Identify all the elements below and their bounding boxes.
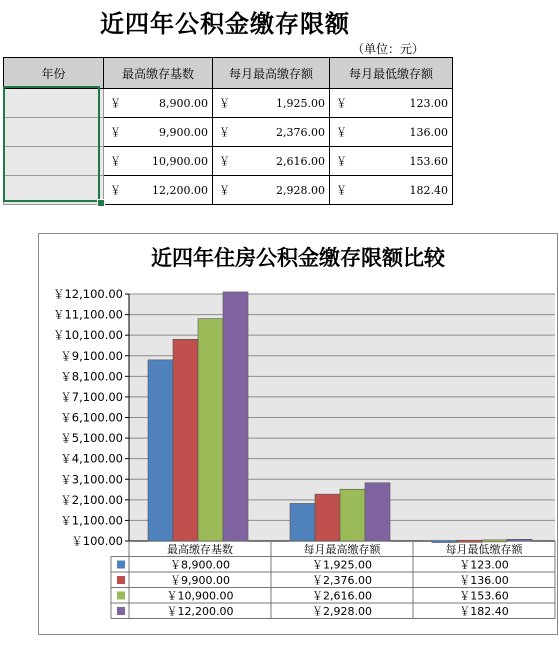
data-table-value: ￥1,925.00 (312, 558, 372, 572)
bar (198, 319, 223, 541)
min-monthly-cell[interactable]: 123.00 (350, 89, 453, 118)
min-monthly-cell[interactable]: 153.60 (350, 147, 453, 176)
unit-label: （单位：元） (352, 42, 425, 56)
currency-symbol[interactable]: ￥ (330, 89, 351, 118)
currency-symbol[interactable]: ￥ (213, 89, 234, 118)
header-year[interactable]: 年份 (4, 58, 104, 89)
max-base-cell[interactable]: 8,900.00 (124, 89, 213, 118)
y-tick-label: ￥6,100.00 (60, 410, 123, 425)
max-monthly-cell[interactable]: 2,616.00 (233, 147, 330, 176)
currency-symbol[interactable]: ￥ (104, 118, 125, 147)
data-table-value: ￥136.00 (459, 574, 509, 587)
header-max-monthly[interactable]: 每月最高缴存额 (213, 58, 330, 89)
chart-object[interactable] (38, 233, 558, 635)
data-table-value: ￥153.60 (459, 589, 509, 603)
x-category-label: 最高缴存基数 (167, 543, 233, 556)
header-min-monthly[interactable]: 每月最低缴存额 (330, 58, 453, 89)
bar-chart-svg (39, 234, 557, 634)
y-tick-label: ￥9,100.00 (60, 348, 123, 363)
max-monthly-cell[interactable]: 1,925.00 (233, 89, 330, 118)
min-monthly-cell[interactable]: 182.40 (350, 176, 453, 205)
bar (365, 483, 390, 541)
max-monthly-cell[interactable]: 2,928.00 (233, 176, 330, 205)
data-table-value: ￥10,900.00 (166, 589, 234, 603)
bar (457, 540, 482, 542)
data-table-value: ￥182.40 (459, 605, 509, 618)
max-base-cell[interactable]: 10,900.00 (124, 147, 213, 176)
max-base-cell[interactable]: 9,900.00 (124, 118, 213, 147)
y-tick-label: ￥2,100.00 (60, 492, 123, 507)
bar (482, 540, 507, 542)
y-tick-label: ￥100.00 (71, 534, 123, 548)
cell-selection-border (3, 86, 100, 202)
currency-symbol[interactable]: ￥ (104, 176, 125, 205)
bar (173, 339, 198, 541)
bar (507, 539, 532, 541)
currency-symbol[interactable]: ￥ (213, 147, 234, 176)
x-category-label: 每月最高缴存额 (303, 543, 381, 556)
x-category-label: 每月最低缴存额 (445, 543, 523, 556)
bar (340, 489, 365, 541)
y-tick-label: ￥11,100.00 (52, 307, 123, 322)
sheet-title: 近四年公积金缴存限额 (100, 10, 350, 38)
bar (223, 292, 248, 541)
bar (290, 503, 315, 541)
data-table-value: ￥9,900.00 (170, 574, 230, 587)
fill-handle[interactable] (97, 199, 105, 207)
bar (315, 494, 340, 541)
currency-symbol[interactable]: ￥ (330, 147, 351, 176)
legend-key (117, 592, 125, 600)
y-tick-label: ￥5,100.00 (60, 431, 123, 446)
max-monthly-cell[interactable]: 2,376.00 (233, 118, 330, 147)
y-tick-label: ￥10,100.00 (52, 328, 123, 343)
y-tick-label: ￥12,100.00 (52, 287, 123, 301)
currency-symbol[interactable]: ￥ (213, 118, 234, 147)
data-table-value: ￥2,376.00 (312, 574, 372, 587)
y-tick-label: ￥8,100.00 (60, 369, 123, 384)
currency-symbol[interactable]: ￥ (104, 147, 125, 176)
currency-symbol[interactable]: ￥ (330, 176, 351, 205)
data-table-value: ￥2,616.00 (312, 589, 372, 603)
bar (148, 360, 173, 541)
min-monthly-cell[interactable]: 136.00 (350, 118, 453, 147)
chart-title: 近四年住房公积金缴存限额比较 (151, 246, 445, 270)
header-max-base[interactable]: 最高缴存基数 (104, 58, 213, 89)
legend-key (117, 576, 125, 584)
data-table-value: ￥8,900.00 (170, 558, 230, 572)
data-table-value: ￥12,200.00 (166, 605, 234, 618)
data-table-value: ￥2,928.00 (312, 605, 372, 618)
max-base-cell[interactable]: 12,200.00 (124, 176, 213, 205)
currency-symbol[interactable]: ￥ (330, 118, 351, 147)
legend-key (117, 561, 125, 569)
currency-symbol[interactable]: ￥ (213, 176, 234, 205)
table-header-row (4, 58, 453, 89)
currency-symbol[interactable]: ￥ (104, 89, 125, 118)
y-tick-label: ￥3,100.00 (60, 472, 123, 487)
y-tick-label: ￥1,100.00 (60, 513, 123, 528)
y-tick-label: ￥4,100.00 (60, 451, 123, 466)
data-table-value: ￥123.00 (459, 558, 509, 572)
y-tick-label: ￥7,100.00 (60, 389, 123, 404)
legend-key (117, 607, 125, 615)
